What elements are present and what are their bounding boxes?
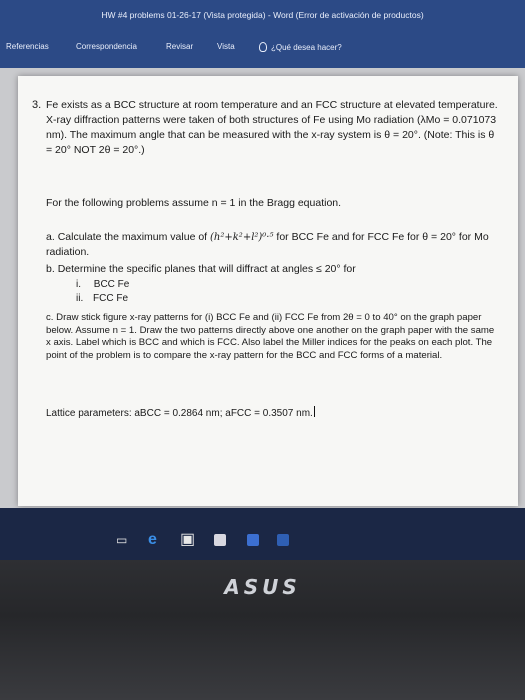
lattice-text: Lattice parameters: aBCC = 0.2864 nm; aFCC = 0.3507 nm. — [46, 408, 313, 419]
tab-references[interactable]: Referencias — [6, 42, 49, 51]
problem-intro: Fe exists as a BCC structure at room temperature and an FCC structure at elevated temperature. X-ray diffraction patterns were taken of both structures of Fe using Mo radiation (λMo = 0.071073 nm). The maximum angle that can be measured with the x-ray system is θ = 20°. (Note: This is θ = 20° NOT 2θ = 20°.) — [46, 99, 498, 156]
edge-icon[interactable]: e — [148, 531, 157, 548]
taskbar — [0, 508, 525, 560]
part-c-text: Draw stick figure x-ray patterns for (i) BCC Fe and (ii) FCC Fe from 2θ = 0 to 40° on the graph paper below. Assume n = 1. Draw the two patterns directly above one another on the graph paper with the same x axis. Label which is BCC and which is FCC. Also label the Miller indices for the peaks on each plot. The point of the problem is to compare the x-ray pattern for the BCC and FCC forms of a material. — [46, 312, 495, 361]
part-a — [46, 230, 501, 260]
part-a-text-after: for BCC Fe and for FCC Fe for θ = 20° for Mo radiation. — [46, 231, 489, 258]
word-icon[interactable] — [277, 534, 289, 546]
store-icon[interactable]: ▣ — [180, 531, 196, 548]
part-b-text: Determine the specific planes that will diffract at angles ≤ 20° for — [57, 263, 356, 275]
tell-me-text: ¿Qué desea hacer? — [271, 42, 342, 52]
app-icon[interactable] — [247, 534, 259, 546]
task-view-icon[interactable]: ▭ — [116, 533, 128, 547]
tab-review[interactable]: Revisar — [166, 42, 194, 51]
item-label: i. — [76, 279, 81, 290]
lightbulb-icon — [259, 42, 267, 52]
document-page[interactable] — [18, 76, 518, 506]
ribbon-tabs — [0, 30, 525, 68]
part-c — [46, 312, 501, 362]
part-b-item-fcc — [76, 292, 128, 306]
text-cursor — [314, 406, 315, 417]
tab-view[interactable]: Vista — [217, 42, 235, 51]
problem-number: 3. — [32, 99, 42, 111]
document-area[interactable] — [0, 68, 525, 508]
part-b — [46, 262, 501, 277]
miller-formula: (h²+k²+l²)⁰·⁵ — [210, 232, 274, 243]
item-label: ii. — [76, 293, 84, 304]
window-title-bar — [0, 0, 525, 30]
part-b-item-bcc — [76, 278, 129, 292]
monitor-bezel — [0, 560, 525, 700]
window-title: HW #4 problems 01-26-17 (Vista protegida) - Word (Error de activación de productos) — [101, 10, 424, 20]
bragg-assumption: For the following problems assume n = 1 in the Bragg equation. — [46, 197, 342, 209]
part-a-text-before: Calculate the maximum value of — [57, 231, 208, 243]
part-a-label: a. — [46, 231, 55, 243]
lattice-parameters — [46, 406, 501, 421]
mail-icon[interactable] — [214, 534, 226, 546]
part-b-label: b. — [46, 263, 55, 275]
tell-me-box[interactable] — [259, 42, 342, 52]
item-text: FCC Fe — [93, 293, 129, 304]
part-c-label: c. — [46, 312, 54, 323]
item-text: BCC Fe — [93, 279, 130, 290]
brand-logo: ASUS — [224, 575, 301, 599]
tab-mailings[interactable]: Correspondencia — [76, 42, 137, 51]
